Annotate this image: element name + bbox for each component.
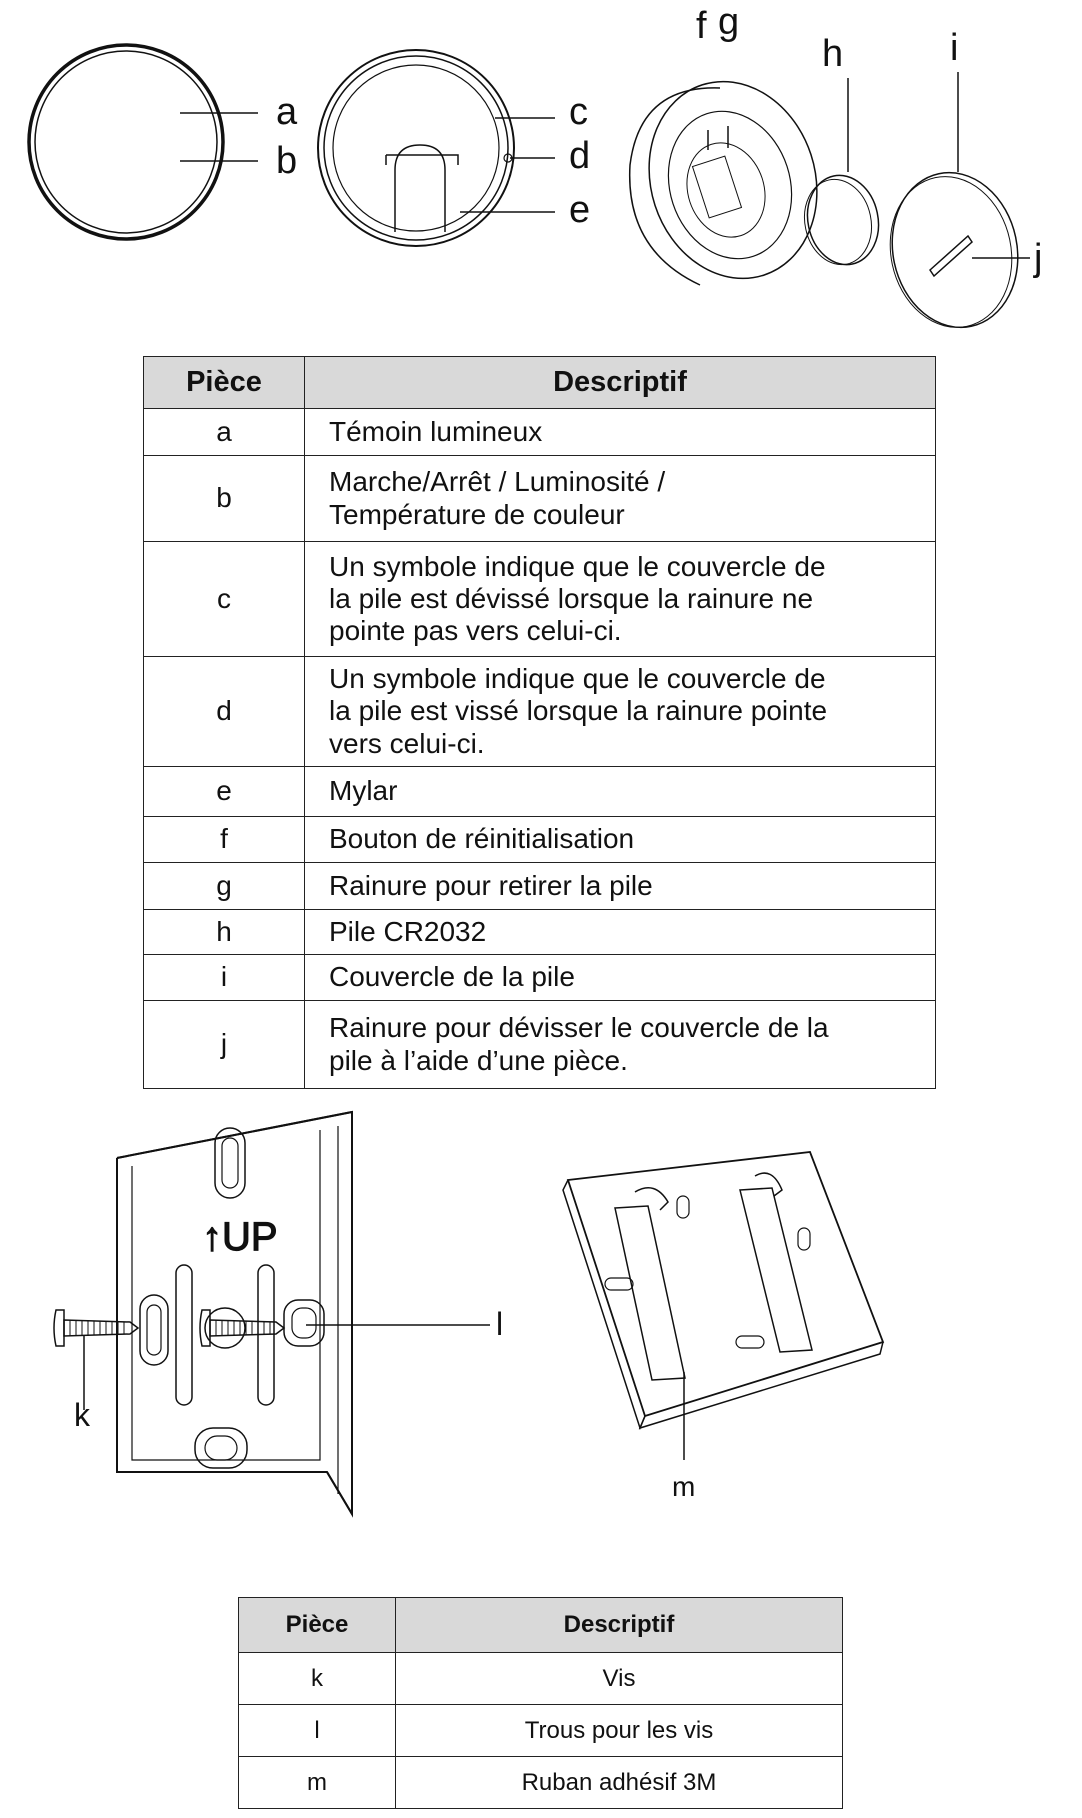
row-piece: g xyxy=(144,863,305,910)
adhesive-plate-drawing xyxy=(563,1152,883,1428)
row-piece: i xyxy=(144,955,305,1001)
callout-h: h xyxy=(822,33,844,75)
table-row xyxy=(144,767,936,817)
row-desc: Vis xyxy=(396,1653,843,1705)
row-piece: f xyxy=(144,817,305,863)
row-desc: Un symbole indique que le couvercle de la pile est vissé lorsque la rainure pointe vers celui-ci. xyxy=(305,657,936,767)
callout-g: g xyxy=(718,1,740,43)
device-back-drawing xyxy=(318,50,514,246)
table-row xyxy=(144,409,936,456)
table-row xyxy=(144,955,936,1001)
table-row xyxy=(239,1705,843,1757)
callout-l: l xyxy=(496,1306,504,1342)
table-row xyxy=(144,817,936,863)
table-row xyxy=(144,863,936,910)
table-row xyxy=(239,1757,843,1809)
table-header-row xyxy=(144,357,936,409)
table-row xyxy=(144,456,936,542)
mounting-plate-drawing xyxy=(117,1112,352,1514)
table-row xyxy=(144,542,936,657)
row-desc: Mylar xyxy=(305,767,936,817)
row-piece: j xyxy=(144,1001,305,1089)
row-desc: Pile CR2032 xyxy=(305,910,936,955)
callout-a: a xyxy=(276,91,298,133)
row-desc: Rainure pour retirer la pile xyxy=(305,863,936,910)
parts-table-mounting xyxy=(238,1597,843,1809)
device-open-drawing xyxy=(624,60,842,301)
header-piece: Pièce xyxy=(144,357,305,409)
row-desc: Un symbole indique que le couvercle de la pile est dévissé lorsque la rainure ne pointe pas vers celui-ci. xyxy=(305,542,936,657)
row-piece: a xyxy=(144,409,305,456)
row-desc: Ruban adhésif 3M xyxy=(396,1757,843,1809)
parts-table-device xyxy=(143,356,936,1089)
callout-f: f xyxy=(696,5,707,47)
table-row xyxy=(144,1001,936,1089)
row-piece: h xyxy=(144,910,305,955)
header-descriptif: Descriptif xyxy=(305,357,936,409)
row-desc: Trous pour les vis xyxy=(396,1705,843,1757)
row-desc: Témoin lumineux xyxy=(305,409,936,456)
table-header-row xyxy=(239,1598,843,1653)
battery-cover-drawing xyxy=(877,161,1032,339)
screw-drawing xyxy=(54,1310,284,1346)
row-piece: b xyxy=(144,456,305,542)
row-piece: d xyxy=(144,657,305,767)
row-piece: c xyxy=(144,542,305,657)
callout-j: j xyxy=(1034,237,1043,279)
device-front-drawing xyxy=(29,45,223,239)
callout-e: e xyxy=(569,189,591,231)
row-desc: Marche/Arrêt / Luminosité / Température de couleur xyxy=(305,456,936,542)
row-desc: Bouton de réinitialisation xyxy=(305,817,936,863)
callout-c: c xyxy=(569,91,588,133)
row-piece: l xyxy=(239,1705,396,1757)
battery-drawing xyxy=(797,169,887,272)
callout-b: b xyxy=(276,140,298,182)
header-piece: Pièce xyxy=(239,1598,396,1653)
up-mark: ↑UP xyxy=(202,1215,278,1259)
row-desc: Couvercle de la pile xyxy=(305,955,936,1001)
callout-k: k xyxy=(74,1397,90,1433)
table-row xyxy=(144,910,936,955)
row-piece: e xyxy=(144,767,305,817)
callout-d: d xyxy=(569,135,591,177)
table-row xyxy=(239,1653,843,1705)
row-piece: m xyxy=(239,1757,396,1809)
header-descriptif: Descriptif xyxy=(396,1598,843,1653)
device-parts-figure xyxy=(0,0,1082,345)
row-piece: k xyxy=(239,1653,396,1705)
callout-m: m xyxy=(672,1471,696,1502)
table-row xyxy=(144,657,936,767)
mounting-plate-figure xyxy=(0,1110,1082,1520)
callout-i: i xyxy=(950,27,959,69)
row-desc: Rainure pour dévisser le couvercle de la pile à l’aide d’une pièce. xyxy=(305,1001,936,1089)
